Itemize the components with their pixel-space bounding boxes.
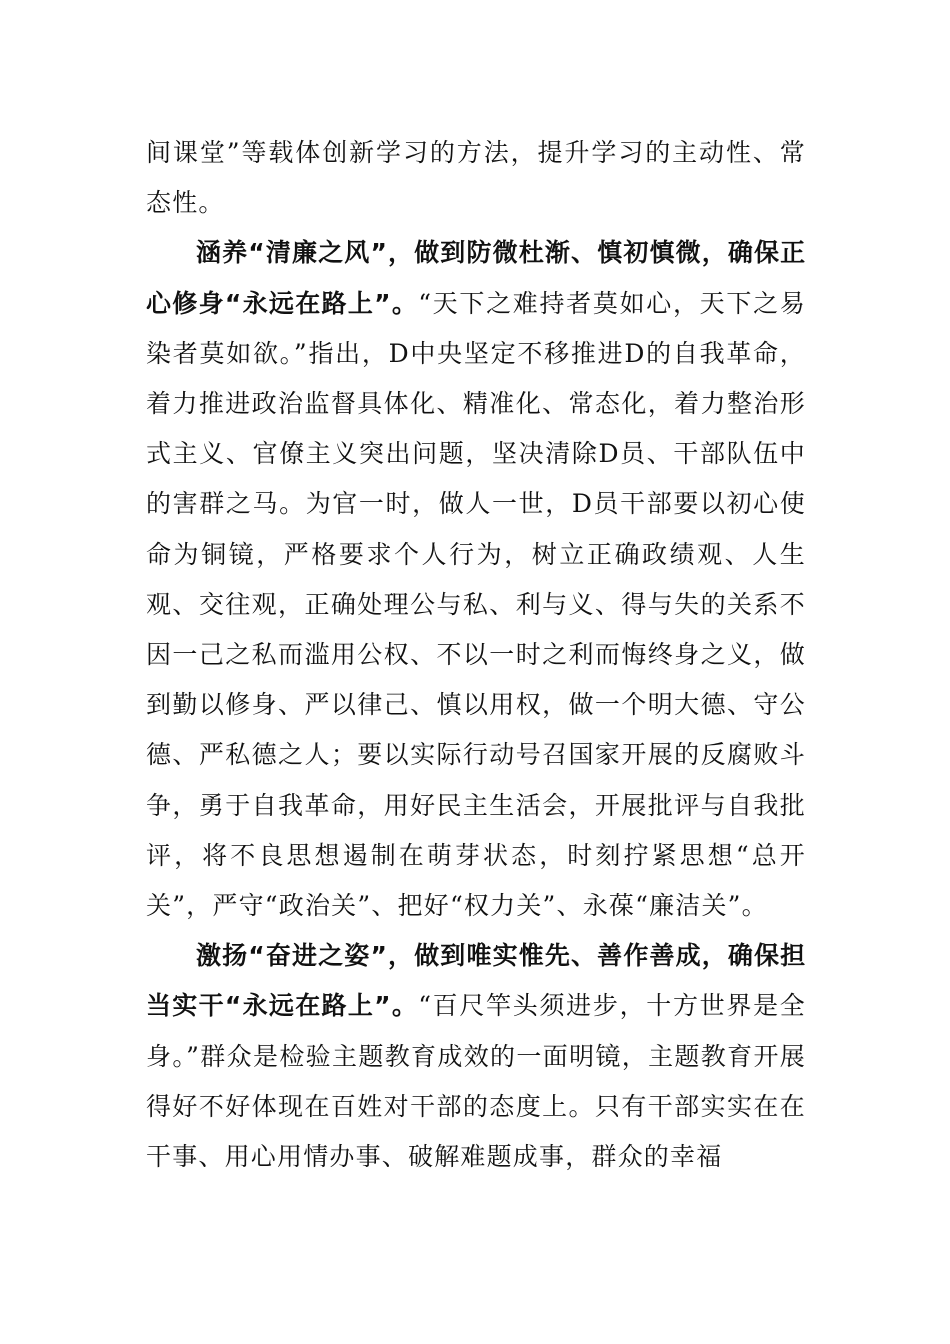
paragraph-lead-heading: 涵养“清廉之风”，做到防微杜渐、慎初慎微，确保正心修身“永远在路上”。 [146, 238, 806, 318]
body-text [146, 128, 806, 1182]
paragraph-lead-heading: 激扬“奋进之姿”，做到唯实惟先、善作善成，确保担当实干“永远在路上”。 [146, 941, 806, 1021]
paragraph-text: “天下之难持者莫如心，天下之易染者莫如欲。”指出，D中央坚定不移推进D的自我革命，着力推进政治监督具体化、精准化、常态化，着力整治形式主义、官僚主义突出问题，坚决清除D员、干部队伍中的害群之马。为官一时，做人一世，D员干部要以初心使命为铜镜，严格要求个人行为，树立正确政绩观、人生观、交往观，正确处理公与私、利与义、得与失的关系不因一己之私而滥用公权、不以一时之利而悔终身之义，做到勤以修身、严以律己、慎以用权，做一个明大德、守公德、严私德之人；要以实际行动号召国家开展的反腐败斗争，勇于自我革命，用好民主生活会，开展批评与自我批评，将不良思想遏制在萌芽状态，时刻拧紧思想“总开关”，严守“政治关”、把好“权力关”、永葆“廉洁关”。 [146, 288, 806, 921]
paragraph-continuation [146, 128, 806, 228]
paragraph-text: “百尺竿头须进步，十方世界是全身。”群众是检验主题教育成效的一面明镜，主题教育开展得好不好体现在百姓对干部的态度上。只有干部实实在在干事、用心用情办事、破解难题成事，群众的幸福 [146, 991, 806, 1172]
paragraph-text: 间课堂”等载体创新学习的方法，提升学习的主动性、常态性。 [146, 138, 806, 218]
paragraph-striving [146, 931, 806, 1182]
paragraph-integrity [146, 228, 806, 931]
